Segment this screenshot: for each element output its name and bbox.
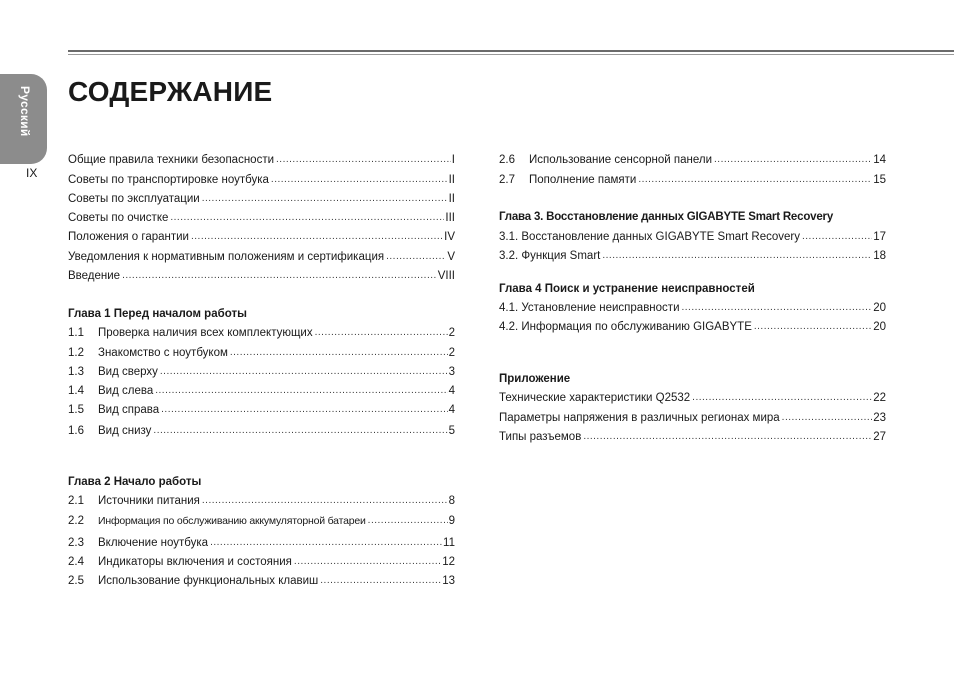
toc-entry-page: 4 xyxy=(448,404,455,416)
language-tab xyxy=(0,74,47,164)
toc-leader xyxy=(210,535,442,550)
toc-entry-text: 3.2. Функция Smart xyxy=(499,250,601,262)
toc-entry[interactable] xyxy=(68,403,455,417)
toc-entry-text: Использование функциональных клавиш xyxy=(98,575,319,587)
toc-entry-text: Вид сверху xyxy=(98,366,158,378)
toc-entry-number: 2.3 xyxy=(68,537,84,549)
toc-entry[interactable] xyxy=(68,153,455,167)
toc-leader xyxy=(294,554,441,569)
toc-entry-page: 5 xyxy=(448,425,455,437)
toc-leader xyxy=(754,319,872,334)
toc-entry-page: 17 xyxy=(873,231,886,243)
header-rule xyxy=(68,50,954,52)
chapter-heading: Глава 4 Поиск и устранение неисправностей xyxy=(499,283,755,295)
toc-entry-number: 2.7 xyxy=(499,174,515,186)
toc-entry-text: 3.1. Восстановление данных GIGABYTE Smart Recovery xyxy=(499,231,800,243)
language-tab-label: Русский xyxy=(18,86,32,137)
toc-entry-text: Советы по эксплуатации xyxy=(68,193,200,205)
toc-entry[interactable] xyxy=(68,555,455,569)
toc-entry-text: Проверка наличия всех комплектующих xyxy=(98,327,313,339)
toc-entry-text: Положения о гарантии xyxy=(68,231,189,243)
toc-entry-page: 8 xyxy=(448,495,455,507)
toc-entry-text: Вид снизу xyxy=(98,425,152,437)
toc-entry[interactable] xyxy=(68,424,455,438)
toc-entry-text: Информация по обслуживанию аккумуляторной батареи xyxy=(98,515,366,527)
toc-leader xyxy=(122,268,437,283)
toc-entry-page: 18 xyxy=(873,250,886,262)
toc-entry-page: IV xyxy=(444,231,455,243)
toc-entry[interactable] xyxy=(68,211,455,225)
toc-entry[interactable] xyxy=(499,320,886,334)
toc-entry-number: 2.5 xyxy=(68,575,84,587)
toc-leader xyxy=(160,364,448,379)
toc-leader xyxy=(202,493,448,508)
toc-entry[interactable] xyxy=(68,536,455,550)
toc-entry[interactable] xyxy=(499,391,886,405)
toc-entry-page: II xyxy=(448,174,455,186)
toc-entry-page: II xyxy=(448,193,455,205)
toc-entry-page: 27 xyxy=(873,431,886,443)
toc-entry[interactable] xyxy=(68,384,455,398)
toc-entry[interactable] xyxy=(68,173,455,187)
toc-entry-text: 4.2. Информация по обслуживанию GIGABYTE xyxy=(499,321,752,333)
toc-entry-number: 2.2 xyxy=(68,515,84,527)
toc-entry-page: V xyxy=(447,251,455,263)
toc-entry-text: Технические характеристики Q2532 xyxy=(499,392,691,404)
toc-leader xyxy=(602,248,872,263)
toc-entry[interactable] xyxy=(68,346,455,360)
toc-entry-text: Параметры напряжения в различных регионах мира xyxy=(499,412,780,424)
toc-entry-page: 20 xyxy=(873,321,886,333)
toc-leader xyxy=(692,390,872,405)
toc-entry-text: Советы по очистке xyxy=(68,212,169,224)
toc-entry-page: 15 xyxy=(873,174,886,186)
toc-entry-text: Общие правила техники безопасности xyxy=(68,154,275,166)
toc-entry-number: 1.4 xyxy=(68,385,84,397)
toc-entry-number: 2.1 xyxy=(68,495,84,507)
toc-entry[interactable] xyxy=(499,173,886,187)
toc-leader xyxy=(191,229,443,244)
toc-entry-page: 20 xyxy=(873,302,886,314)
toc-entry-text: Пополнение памяти xyxy=(529,174,637,186)
toc-entry-page: I xyxy=(451,154,455,166)
chapter-heading: Глава 1 Перед началом работы xyxy=(68,308,247,320)
toc-leader xyxy=(230,345,448,360)
toc-entry[interactable] xyxy=(68,230,455,244)
toc-entry-text: 4.1. Установление неисправности xyxy=(499,302,680,314)
toc-leader xyxy=(276,152,451,167)
toc-entry[interactable] xyxy=(68,250,455,264)
toc-entry[interactable] xyxy=(68,494,455,508)
toc-leader xyxy=(782,410,873,425)
toc-leader xyxy=(638,172,872,187)
toc-entry-page: 13 xyxy=(442,575,455,587)
chapter-heading: Приложение xyxy=(499,373,571,385)
toc-entry-text: Включение ноутбука xyxy=(98,537,209,549)
toc-entry[interactable] xyxy=(499,153,886,167)
toc-leader xyxy=(714,152,872,167)
toc-leader xyxy=(368,513,448,528)
page-title: СОДЕРЖАНИЕ xyxy=(68,76,273,107)
toc-entry-number: 1.1 xyxy=(68,327,84,339)
toc-leader xyxy=(320,573,441,588)
toc-leader xyxy=(315,325,448,340)
toc-entry-text: Советы по транспортировке ноутбука xyxy=(68,174,269,186)
toc-entry-page: 11 xyxy=(443,537,455,549)
toc-entry-text: Типы разъемов xyxy=(499,431,582,443)
toc-entry-text: Уведомления к нормативным положениям и сертификация xyxy=(68,251,385,263)
toc-entry[interactable] xyxy=(68,514,455,528)
toc-entry-text: Индикаторы включения и состояния xyxy=(98,556,292,568)
toc-entry-page: 14 xyxy=(873,154,886,166)
toc-entry-text: Вид слева xyxy=(98,385,154,397)
toc-entry-page: 4 xyxy=(448,385,455,397)
toc-entry-number: 2.4 xyxy=(68,556,84,568)
toc-leader xyxy=(153,423,447,438)
toc-entry-page: 2 xyxy=(448,327,455,339)
toc-entry-page: 2 xyxy=(448,347,455,359)
toc-entry-text: Источники питания xyxy=(98,495,200,507)
toc-entry-text: Введение xyxy=(68,270,121,282)
toc-leader xyxy=(202,191,448,206)
toc-entry-page: 12 xyxy=(442,556,455,568)
toc-entry-number: 2.6 xyxy=(499,154,515,166)
toc-entry[interactable] xyxy=(499,230,886,244)
toc-leader xyxy=(161,402,447,417)
toc-entry-page: 9 xyxy=(448,515,455,527)
toc-entry-text: Использование сенсорной панели xyxy=(529,154,713,166)
chapter-heading: Глава 3. Восстановление данных GIGABYTE Smart Recovery xyxy=(499,211,834,223)
toc-entry[interactable] xyxy=(68,326,455,340)
toc-entry-page: VIII xyxy=(437,270,455,282)
header-rule-thin xyxy=(68,54,954,55)
toc-leader xyxy=(583,429,872,444)
toc-entry-number: 1.5 xyxy=(68,404,84,416)
toc-entry[interactable] xyxy=(68,574,455,588)
toc-leader xyxy=(386,249,446,264)
toc-entry[interactable] xyxy=(68,192,455,206)
toc-leader xyxy=(271,172,448,187)
toc-leader xyxy=(170,210,444,225)
toc-entry-page: III xyxy=(445,212,455,224)
toc-entry[interactable] xyxy=(499,411,886,425)
toc-entry-page: 22 xyxy=(873,392,886,404)
toc-entry[interactable] xyxy=(499,430,886,444)
toc-entry[interactable] xyxy=(68,269,455,283)
toc-entry-number: 1.3 xyxy=(68,366,84,378)
toc-entry-page: 3 xyxy=(448,366,455,378)
toc-entry-text: Знакомство с ноутбуком xyxy=(98,347,228,359)
chapter-heading: Глава 2 Начало работы xyxy=(68,476,202,488)
toc-leader xyxy=(682,300,873,315)
toc-entry-number: 1.2 xyxy=(68,347,84,359)
toc-leader xyxy=(802,229,872,244)
toc-entry[interactable] xyxy=(499,301,886,315)
toc-entry-number: 1.6 xyxy=(68,425,84,437)
toc-entry[interactable] xyxy=(68,365,455,379)
toc-entry-page: 23 xyxy=(873,412,886,424)
toc-entry-text: Вид справа xyxy=(98,404,160,416)
toc-leader xyxy=(155,383,447,398)
toc-entry[interactable] xyxy=(499,249,886,263)
page-number: IX xyxy=(26,166,38,180)
